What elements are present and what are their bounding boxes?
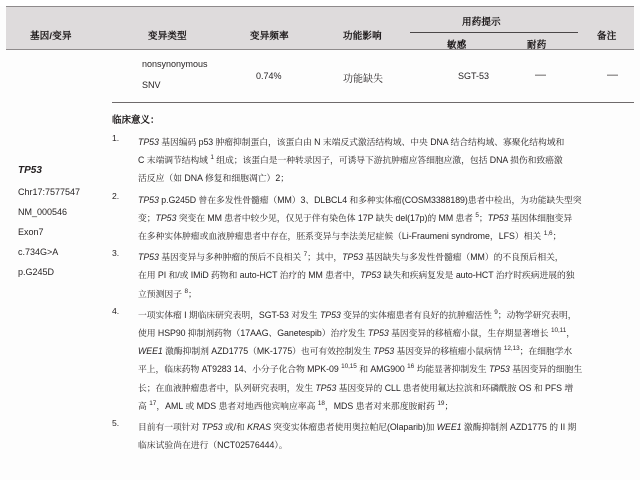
report-page [0,6,640,480]
clinical-item-line: 在多种实体肿瘤或血液肿瘤患者中存在，胚系变异与李法美尼症候（Li-Fraumeni syndrome，LFS）相关 $^{1,6}$； [138,230,562,242]
clinical-item-line: 使用 HSP90 抑制剂药物（17AAG、Ganetespib）治疗发生 TP53 基因变异的移植瘤小鼠，生存期显著增长 $^{10,11}$， [138,327,575,339]
cell-resistant-drug: — [535,69,546,81]
table-body [6,50,634,102]
clinical-item [112,191,634,246]
clinical-item-line: 立预测因子 $^8$； [138,287,197,299]
clinical-item-line: 高 $^{17}$，AML 或 MDS 患者对地西他宾响应率高 $^{18}$，MDS 患者对来那度胺耐药 $^{19}$； [138,399,454,411]
clinical-item-number: 2. [112,190,120,201]
clinical-item-number: 4. [112,305,120,316]
clinical-item-line: 长；在血液肿瘤患者中，队列研究表明，发生 TP53 基因变异的 CLL 患者使用氟达拉滨和环磷酰胺 OS 和 PFS 增 [138,382,574,393]
table-header-row [6,6,634,49]
protein-change: p.G245D [18,267,55,277]
column-header-functional-impact: 功能影响 [343,31,382,42]
cell-variant-type-line2: SNV [142,80,161,90]
clinical-item-line: 一项实体瘤 I 期临床研究表明，SGT-53 对发生 TP53 变异的实体瘤患者有良好的抗肿瘤活性 $^9$；动物学研究表明， [138,308,577,320]
clinical-item-number: 3. [112,248,120,259]
column-header-resistant: 耐药 [527,40,547,51]
clinical-item-line: C 末端调节结构域 $^1$ 组成；该蛋白是一种转录因子，可诱导下游抗肿瘤应答细胞应激，包括 DNA 损伤和致癌激 [138,154,563,166]
cell-sensitive-drug: SGT-53 [458,71,490,81]
column-header-gene-variant: 基因/变异 [30,31,72,42]
clinical-item-line: TP53 基因编码 p53 肿瘤抑制蛋白，该蛋白由 N 末端反式激活结构域、中央 DNA 结合结构域、寡聚化结构域和 [138,137,565,147]
row-bottom-rule [112,102,634,103]
clinical-item-line: 平上，临床药物 AT9283 14、小分子化合物 MPK-09 $^{10,15}$ 和 AMG900 $^{16}$ 均能显著抑制发生 TP53 基因变异的细胞生 [138,363,583,375]
clinical-significance-list [112,133,634,454]
column-header-variant-frequency: 变异频率 [250,31,289,42]
column-header-sensitive: 敏感 [447,40,467,51]
clinical-item [112,418,634,454]
clinical-item-line: 变；TP53 突变在 MM 患者中较少见，仅见于伴有染色体 17P 缺失 del(17p)的 MM 患者 $^5$；TP53 基因体细胞变异 [138,211,573,223]
clinical-item [112,248,634,303]
clinical-significance-section [112,112,634,457]
clinical-significance-title: 临床意义： [112,115,160,126]
clinical-item-line: WEE1 激酶抑制剂 AZD1775（MK-1775）也可有效控制发生 TP53 基因变异的移植瘤小鼠病情 $^{12,13}$；在细胞学水 [138,345,573,357]
clinical-item-line: 目前有一项针对 TP53 或/和 KRAS 突变实体瘤患者使用奥拉帕尼(Olaparib)加 WEE1 激酶抑制剂 AZD1775 的 II 期 [138,422,577,433]
clinical-item-line: 临床试验尚在进行（NCT02576444）。 [138,440,288,451]
clinical-item-line: TP53 p.G245D 曾在多发性骨髓瘤（MM）3、DLBCL4 和多种实体瘤(COSM3388189)患者中检出，为功能缺失型突 [138,194,582,205]
clinical-item-line: 在用 PI 和/或 IMiD 药物和 auto-HCT 治疗的 MM 患者中，TP53 缺失和疾病复发是 auto-HCT 治疗时疾病进展的独 [138,270,575,281]
drug-hint-group-divider [410,32,578,33]
column-header-variant-type: 变异类型 [148,31,187,42]
cell-remark: — [607,69,618,81]
exon-number: Exon7 [18,227,44,237]
genomic-position: Chr17:7577547 [18,187,81,197]
cell-functional-impact: 功能缺失 [343,74,383,85]
table-row [6,50,634,102]
clinical-item-number: 1. [112,133,120,143]
column-header-drug-hint: 用药提示 [462,17,501,28]
clinical-item-line: TP53 基因变异与多种肿瘤的预后不良相关 $^7$；其中，TP53 基因缺失与多发性骨髓瘤（MM）的不良预后相关， [138,251,564,263]
column-header-remark: 备注 [597,31,617,42]
clinical-item-number: 5. [112,418,120,429]
transcript-id: NM_000546 [18,207,68,217]
clinical-item-line: 活反应（如 DNA 修复和细胞凋亡）2； [138,173,290,184]
gene-variant-cell [18,166,110,288]
clinical-item [112,306,634,415]
cell-variant-type-line1: nonsynonymous [142,59,208,69]
cdna-change: c.734G>A [18,247,59,257]
gene-symbol: TP53 [18,165,42,176]
cell-variant-frequency: 0.74% [256,71,282,81]
clinical-item [112,133,634,188]
